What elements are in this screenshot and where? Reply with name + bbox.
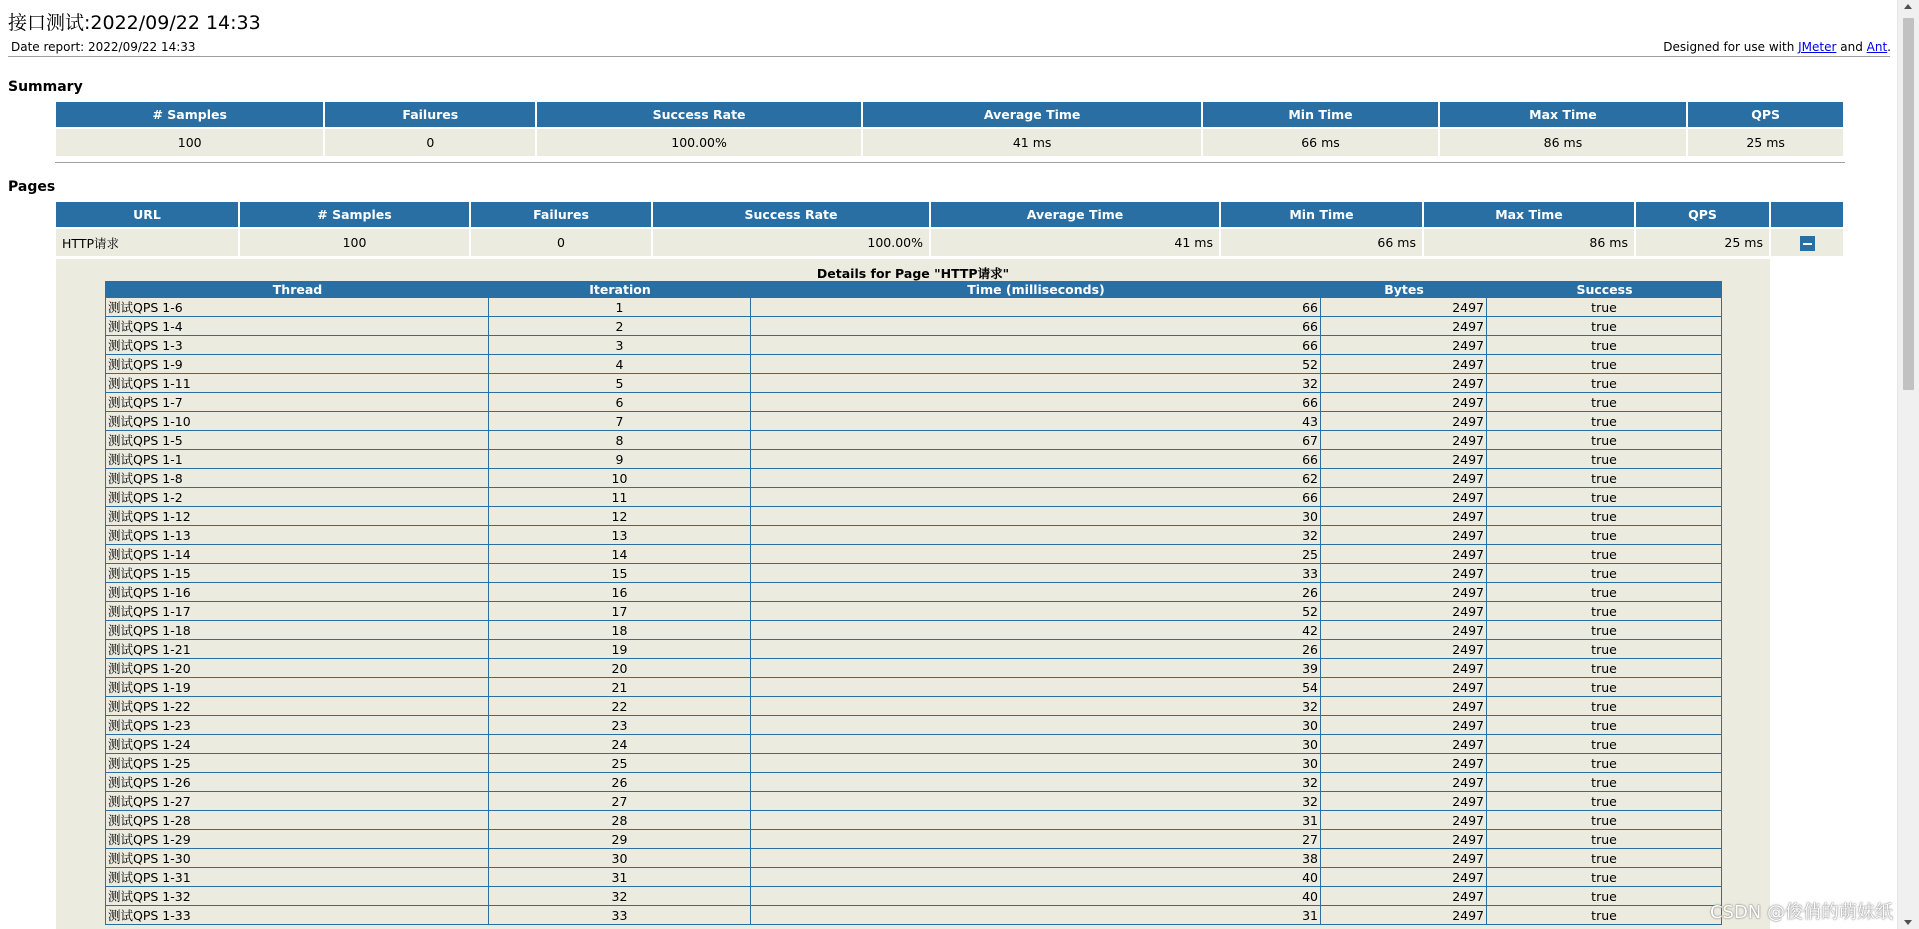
pages-header-url: URL (56, 202, 240, 227)
detail-time: 66 (751, 298, 1321, 317)
table-row (106, 298, 1722, 317)
table-row (106, 393, 1722, 412)
detail-success: true (1487, 716, 1722, 735)
page-success-rate: 100.00% (653, 227, 931, 256)
table-row (106, 716, 1722, 735)
detail-iteration: 32 (489, 887, 751, 906)
detail-success: true (1487, 412, 1722, 431)
detail-time: 66 (751, 488, 1321, 507)
table-row (106, 678, 1722, 697)
pages-header-toggle (1771, 202, 1845, 227)
detail-success: true (1487, 792, 1722, 811)
table-row (106, 697, 1722, 716)
pages-heading: Pages (8, 179, 56, 195)
detail-thread: 测试QPS 1-32 (106, 887, 489, 906)
pages-header-success-rate: Success Rate (653, 202, 931, 227)
detail-time: 32 (751, 792, 1321, 811)
detail-iteration: 27 (489, 792, 751, 811)
detail-bytes: 2497 (1321, 659, 1487, 678)
detail-iteration: 19 (489, 640, 751, 659)
designed-suffix: . (1887, 40, 1891, 54)
detail-success: true (1487, 621, 1722, 640)
detail-thread: 测试QPS 1-6 (106, 298, 489, 317)
table-row (106, 621, 1722, 640)
detail-iteration: 13 (489, 526, 751, 545)
summary-max-time: 86 ms (1440, 127, 1689, 156)
detail-iteration: 24 (489, 735, 751, 754)
detail-time: 66 (751, 336, 1321, 355)
detail-success: true (1487, 298, 1722, 317)
header-divider (8, 56, 1890, 57)
detail-time: 43 (751, 412, 1321, 431)
summary-qps: 25 ms (1688, 127, 1845, 156)
detail-thread: 测试QPS 1-25 (106, 754, 489, 773)
detail-iteration: 14 (489, 545, 751, 564)
detail-time: 54 (751, 678, 1321, 697)
detail-iteration: 26 (489, 773, 751, 792)
detail-iteration: 3 (489, 336, 751, 355)
detail-bytes: 2497 (1321, 431, 1487, 450)
table-row (106, 792, 1722, 811)
detail-thread: 测试QPS 1-16 (106, 583, 489, 602)
detail-bytes: 2497 (1321, 716, 1487, 735)
detail-time: 40 (751, 887, 1321, 906)
detail-time: 30 (751, 754, 1321, 773)
detail-time: 40 (751, 868, 1321, 887)
page-min-time: 66 ms (1221, 227, 1424, 256)
vertical-scrollbar[interactable] (1897, 0, 1919, 929)
summary-header-samples: # Samples (56, 102, 325, 127)
detail-bytes: 2497 (1321, 640, 1487, 659)
detail-thread: 测试QPS 1-8 (106, 469, 489, 488)
table-row (106, 868, 1722, 887)
page-average-time: 41 ms (931, 227, 1221, 256)
table-row (106, 545, 1722, 564)
detail-thread: 测试QPS 1-21 (106, 640, 489, 659)
detail-success: true (1487, 317, 1722, 336)
detail-bytes: 2497 (1321, 602, 1487, 621)
summary-header-max-time: Max Time (1440, 102, 1689, 127)
detail-success: true (1487, 469, 1722, 488)
detail-success: true (1487, 355, 1722, 374)
detail-thread: 测试QPS 1-28 (106, 811, 489, 830)
detail-bytes: 2497 (1321, 469, 1487, 488)
pages-header-row (56, 202, 1845, 227)
detail-success: true (1487, 678, 1722, 697)
table-row (106, 507, 1722, 526)
details-header-success: Success (1487, 281, 1722, 298)
scroll-thumb[interactable] (1903, 18, 1914, 390)
scroll-down-arrow-icon[interactable] (1904, 920, 1912, 925)
detail-time: 66 (751, 393, 1321, 412)
detail-success: true (1487, 488, 1722, 507)
detail-bytes: 2497 (1321, 564, 1487, 583)
detail-time: 30 (751, 716, 1321, 735)
table-row (106, 640, 1722, 659)
detail-iteration: 15 (489, 564, 751, 583)
table-row (106, 583, 1722, 602)
detail-success: true (1487, 545, 1722, 564)
designed-prefix: Designed for use with (1663, 40, 1799, 54)
detail-iteration: 25 (489, 754, 751, 773)
detail-thread: 测试QPS 1-17 (106, 602, 489, 621)
detail-bytes: 2497 (1321, 336, 1487, 355)
pages-table (56, 202, 1845, 256)
detail-thread: 测试QPS 1-20 (106, 659, 489, 678)
detail-iteration: 22 (489, 697, 751, 716)
detail-success: true (1487, 754, 1722, 773)
table-row (106, 336, 1722, 355)
page-qps: 25 ms (1636, 227, 1771, 256)
detail-thread: 测试QPS 1-29 (106, 830, 489, 849)
detail-iteration: 10 (489, 469, 751, 488)
detail-success: true (1487, 507, 1722, 526)
summary-header-success-rate: Success Rate (537, 102, 863, 127)
detail-thread: 测试QPS 1-30 (106, 849, 489, 868)
jmeter-link[interactable]: JMeter (1798, 40, 1837, 54)
details-header-time: Time (milliseconds) (751, 281, 1321, 298)
detail-iteration: 31 (489, 868, 751, 887)
detail-thread: 测试QPS 1-15 (106, 564, 489, 583)
detail-bytes: 2497 (1321, 450, 1487, 469)
page-title: 接口测试:2022/09/22 14:33 (8, 12, 261, 34)
detail-success: true (1487, 773, 1722, 792)
details-table (105, 281, 1722, 925)
detail-success: true (1487, 583, 1722, 602)
table-row (106, 602, 1722, 621)
detail-time: 66 (751, 317, 1321, 336)
minus-icon[interactable] (1800, 236, 1815, 251)
detail-thread: 测试QPS 1-19 (106, 678, 489, 697)
summary-header-qps: QPS (1688, 102, 1845, 127)
detail-bytes: 2497 (1321, 678, 1487, 697)
detail-time: 32 (751, 374, 1321, 393)
summary-header-failures: Failures (325, 102, 537, 127)
detail-success: true (1487, 450, 1722, 469)
designed-and: and (1836, 40, 1867, 54)
detail-success: true (1487, 393, 1722, 412)
detail-bytes: 2497 (1321, 754, 1487, 773)
csdn-watermark: CSDN @俊俏的萌妹纸 (1709, 902, 1893, 923)
detail-success: true (1487, 849, 1722, 868)
detail-thread: 测试QPS 1-24 (106, 735, 489, 754)
detail-success: true (1487, 640, 1722, 659)
detail-time: 31 (751, 811, 1321, 830)
detail-time: 27 (751, 830, 1321, 849)
detail-iteration: 23 (489, 716, 751, 735)
summary-success-rate: 100.00% (537, 127, 863, 156)
detail-iteration: 1 (489, 298, 751, 317)
detail-iteration: 8 (489, 431, 751, 450)
detail-bytes: 2497 (1321, 526, 1487, 545)
details-header-bytes: Bytes (1321, 281, 1487, 298)
page-url: HTTP请求 (56, 227, 240, 256)
detail-thread: 测试QPS 1-33 (106, 906, 489, 925)
detail-time: 66 (751, 450, 1321, 469)
summary-divider (55, 162, 1845, 163)
table-row (106, 735, 1722, 754)
detail-iteration: 20 (489, 659, 751, 678)
detail-thread: 测试QPS 1-5 (106, 431, 489, 450)
detail-success: true (1487, 431, 1722, 450)
table-row (106, 450, 1722, 469)
detail-iteration: 11 (489, 488, 751, 507)
details-caption: Details for Page "HTTP请求" (816, 266, 1010, 281)
detail-success: true (1487, 830, 1722, 849)
ant-link[interactable]: Ant (1866, 40, 1888, 54)
detail-bytes: 2497 (1321, 773, 1487, 792)
detail-time: 25 (751, 545, 1321, 564)
detail-success: true (1487, 887, 1722, 906)
detail-iteration: 17 (489, 602, 751, 621)
detail-success: true (1487, 697, 1722, 716)
detail-thread: 测试QPS 1-26 (106, 773, 489, 792)
pages-header-min-time: Min Time (1221, 202, 1424, 227)
table-row (106, 564, 1722, 583)
detail-time: 32 (751, 526, 1321, 545)
detail-time: 32 (751, 773, 1321, 792)
table-row (106, 754, 1722, 773)
detail-bytes: 2497 (1321, 621, 1487, 640)
page-toggle-cell (1771, 227, 1845, 256)
detail-iteration: 29 (489, 830, 751, 849)
detail-time: 26 (751, 583, 1321, 602)
detail-time: 32 (751, 697, 1321, 716)
detail-thread: 测试QPS 1-2 (106, 488, 489, 507)
detail-bytes: 2497 (1321, 887, 1487, 906)
detail-thread: 测试QPS 1-13 (106, 526, 489, 545)
page-samples: 100 (240, 227, 471, 256)
table-row (106, 469, 1722, 488)
detail-time: 26 (751, 640, 1321, 659)
detail-time: 52 (751, 355, 1321, 374)
detail-iteration: 33 (489, 906, 751, 925)
detail-bytes: 2497 (1321, 412, 1487, 431)
details-header-row (106, 281, 1722, 298)
details-header-iteration: Iteration (489, 281, 751, 298)
pages-header-samples: # Samples (240, 202, 471, 227)
detail-time: 30 (751, 507, 1321, 526)
detail-iteration: 9 (489, 450, 751, 469)
detail-thread: 测试QPS 1-10 (106, 412, 489, 431)
detail-iteration: 21 (489, 678, 751, 697)
summary-heading: Summary (8, 79, 83, 95)
detail-thread: 测试QPS 1-11 (106, 374, 489, 393)
detail-iteration: 30 (489, 849, 751, 868)
detail-success: true (1487, 336, 1722, 355)
pages-row (56, 227, 1845, 256)
table-row (106, 488, 1722, 507)
table-row (106, 811, 1722, 830)
details-body (106, 298, 1722, 925)
designed-for-note (1663, 40, 1891, 54)
pages-header-qps: QPS (1636, 202, 1771, 227)
pages-header-average-time: Average Time (931, 202, 1221, 227)
detail-thread: 测试QPS 1-1 (106, 450, 489, 469)
detail-thread: 测试QPS 1-27 (106, 792, 489, 811)
detail-bytes: 2497 (1321, 507, 1487, 526)
detail-bytes: 2497 (1321, 317, 1487, 336)
table-row (106, 659, 1722, 678)
detail-bytes: 2497 (1321, 355, 1487, 374)
table-row (106, 431, 1722, 450)
detail-bytes: 2497 (1321, 735, 1487, 754)
detail-bytes: 2497 (1321, 583, 1487, 602)
detail-bytes: 2497 (1321, 849, 1487, 868)
detail-thread: 测试QPS 1-4 (106, 317, 489, 336)
pages-header-failures: Failures (471, 202, 653, 227)
detail-thread: 测试QPS 1-9 (106, 355, 489, 374)
detail-bytes: 2497 (1321, 374, 1487, 393)
table-row (106, 849, 1722, 868)
detail-time: 42 (751, 621, 1321, 640)
table-row (106, 830, 1722, 849)
table-row (106, 526, 1722, 545)
detail-bytes: 2497 (1321, 545, 1487, 564)
detail-time: 62 (751, 469, 1321, 488)
detail-success: true (1487, 526, 1722, 545)
detail-success: true (1487, 374, 1722, 393)
detail-thread: 测试QPS 1-22 (106, 697, 489, 716)
summary-header-row (56, 102, 1845, 127)
detail-bytes: 2497 (1321, 792, 1487, 811)
summary-header-average-time: Average Time (863, 102, 1203, 127)
detail-iteration: 5 (489, 374, 751, 393)
summary-table (56, 102, 1845, 156)
detail-iteration: 7 (489, 412, 751, 431)
detail-bytes: 2497 (1321, 830, 1487, 849)
table-row (106, 412, 1722, 431)
detail-iteration: 4 (489, 355, 751, 374)
detail-iteration: 16 (489, 583, 751, 602)
detail-iteration: 6 (489, 393, 751, 412)
detail-bytes: 2497 (1321, 868, 1487, 887)
detail-time: 31 (751, 906, 1321, 925)
summary-samples: 100 (56, 127, 325, 156)
summary-average-time: 41 ms (863, 127, 1203, 156)
detail-success: true (1487, 868, 1722, 887)
detail-bytes: 2497 (1321, 393, 1487, 412)
scroll-up-arrow-icon[interactable] (1904, 4, 1912, 9)
detail-time: 30 (751, 735, 1321, 754)
detail-bytes: 2497 (1321, 811, 1487, 830)
details-panel (56, 259, 1770, 929)
pages-header-max-time: Max Time (1424, 202, 1636, 227)
detail-iteration: 28 (489, 811, 751, 830)
summary-row (56, 127, 1845, 156)
table-row (106, 773, 1722, 792)
detail-time: 38 (751, 849, 1321, 868)
table-row (106, 355, 1722, 374)
page-failures: 0 (471, 227, 653, 256)
detail-thread: 测试QPS 1-18 (106, 621, 489, 640)
detail-bytes: 2497 (1321, 697, 1487, 716)
table-row (106, 887, 1722, 906)
detail-success: true (1487, 602, 1722, 621)
details-header-thread: Thread (106, 281, 489, 298)
summary-header-min-time: Min Time (1203, 102, 1439, 127)
date-report: Date report: 2022/09/22 14:33 (11, 40, 196, 54)
detail-success: true (1487, 564, 1722, 583)
detail-success: true (1487, 735, 1722, 754)
page-max-time: 86 ms (1424, 227, 1636, 256)
detail-bytes: 2497 (1321, 298, 1487, 317)
detail-success: true (1487, 811, 1722, 830)
detail-bytes: 2497 (1321, 906, 1487, 925)
detail-iteration: 18 (489, 621, 751, 640)
detail-success: true (1487, 906, 1722, 925)
detail-thread: 测试QPS 1-12 (106, 507, 489, 526)
table-row (106, 374, 1722, 393)
detail-iteration: 2 (489, 317, 751, 336)
detail-bytes: 2497 (1321, 488, 1487, 507)
detail-thread: 测试QPS 1-7 (106, 393, 489, 412)
table-row (106, 317, 1722, 336)
detail-thread: 测试QPS 1-14 (106, 545, 489, 564)
detail-thread: 测试QPS 1-23 (106, 716, 489, 735)
detail-thread: 测试QPS 1-3 (106, 336, 489, 355)
detail-thread: 测试QPS 1-31 (106, 868, 489, 887)
detail-iteration: 12 (489, 507, 751, 526)
detail-success: true (1487, 659, 1722, 678)
summary-min-time: 66 ms (1203, 127, 1439, 156)
detail-time: 33 (751, 564, 1321, 583)
detail-time: 39 (751, 659, 1321, 678)
summary-failures: 0 (325, 127, 537, 156)
detail-time: 52 (751, 602, 1321, 621)
detail-time: 67 (751, 431, 1321, 450)
table-row (106, 906, 1722, 925)
